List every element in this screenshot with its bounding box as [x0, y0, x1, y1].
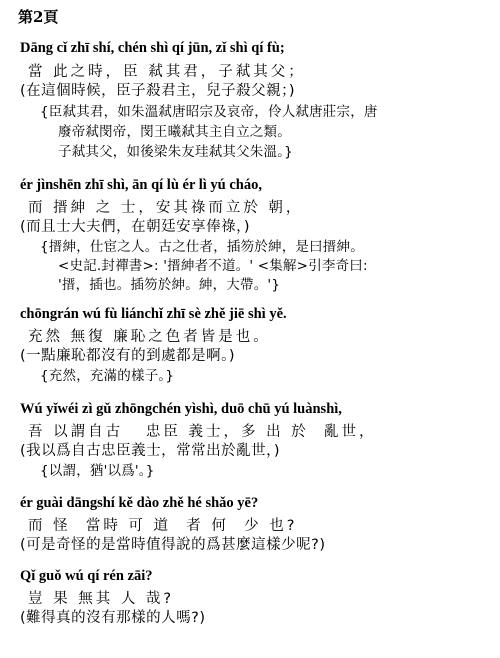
- pinyin-line: Dāng cǐ zhī shí, chén shì qí jūn, zǐ shì qí fù;: [20, 40, 285, 56]
- translation-line: (在這個時候，臣子殺君主，兒子殺父親；): [20, 83, 296, 99]
- annotation-line: <史記.封禪書>: '搢紳者不道。' <集解>引李奇曰:: [58, 258, 368, 274]
- translation-line: (一點廉恥都沒有的到處都是啊。): [20, 348, 236, 364]
- annotation-line: '搢，插也。插笏於紳。紳，大帶。'}: [58, 277, 281, 293]
- page-title: 第2頁: [18, 8, 59, 26]
- classical-chinese-line: 充然 無復 廉恥之色者皆是也。: [28, 329, 271, 345]
- classical-chinese-line: 豈 果 無其 人 哉?: [28, 591, 175, 607]
- classical-chinese-line: 而 搢紳 之 士，安其祿而立於 朝，: [28, 200, 304, 216]
- annotation-line: 廢帝弒閔帝，閔王曦弒其主自立之類。: [58, 124, 291, 140]
- annotation-line: {搢紳，仕宦之人。古之仕者，插笏於紳，是曰搢紳。: [40, 239, 364, 255]
- pinyin-line: Qǐ guǒ wú qí rén zāi?: [20, 568, 153, 584]
- annotation-line: 子弒其父，如後梁朱友珪弒其父朱溫。}: [58, 144, 293, 160]
- translation-line: (而且士大夫們，在朝廷安享俸祿，): [20, 219, 251, 235]
- pinyin-line: chōngrán wú fù liánchǐ zhī sè zhě jiē shì yě.: [20, 306, 287, 322]
- annotation-line: {充然，充滿的樣子。}: [40, 368, 175, 384]
- pinyin-line: Wú yǐwéi zì gǔ zhōngchén yìshì, duō chū yú luànshì,: [20, 401, 342, 417]
- pinyin-line: ér jìnshēn zhī shì, ān qí lù ér lì yú cháo,: [20, 177, 262, 193]
- translation-line: (可是奇怪的是當時值得說的爲甚麼這樣少呢?): [20, 537, 326, 553]
- classical-chinese-line: 當 此之時，臣 弒其君，子弒其父；: [28, 64, 306, 80]
- pinyin-line: ér guài dāngshí kě dào zhě hé shǎo yē?: [20, 495, 259, 511]
- classical-chinese-line: 而 怪 當時 可 道 者 何 少 也?: [28, 518, 298, 534]
- translation-line: (難得真的沒有那樣的人嗎?): [20, 610, 206, 626]
- classical-chinese-line: 吾 以謂自古 忠臣 義士，多 出 於 亂世，: [28, 424, 377, 440]
- translation-line: (我以爲自古忠臣義士，常常出於亂世，): [20, 443, 281, 459]
- annotation-line: {以謂，猶'以爲'。}: [40, 463, 155, 479]
- annotation-line: {臣弒其君，如朱溫弒唐昭宗及哀帝，伶人弒唐莊宗，唐: [40, 104, 378, 120]
